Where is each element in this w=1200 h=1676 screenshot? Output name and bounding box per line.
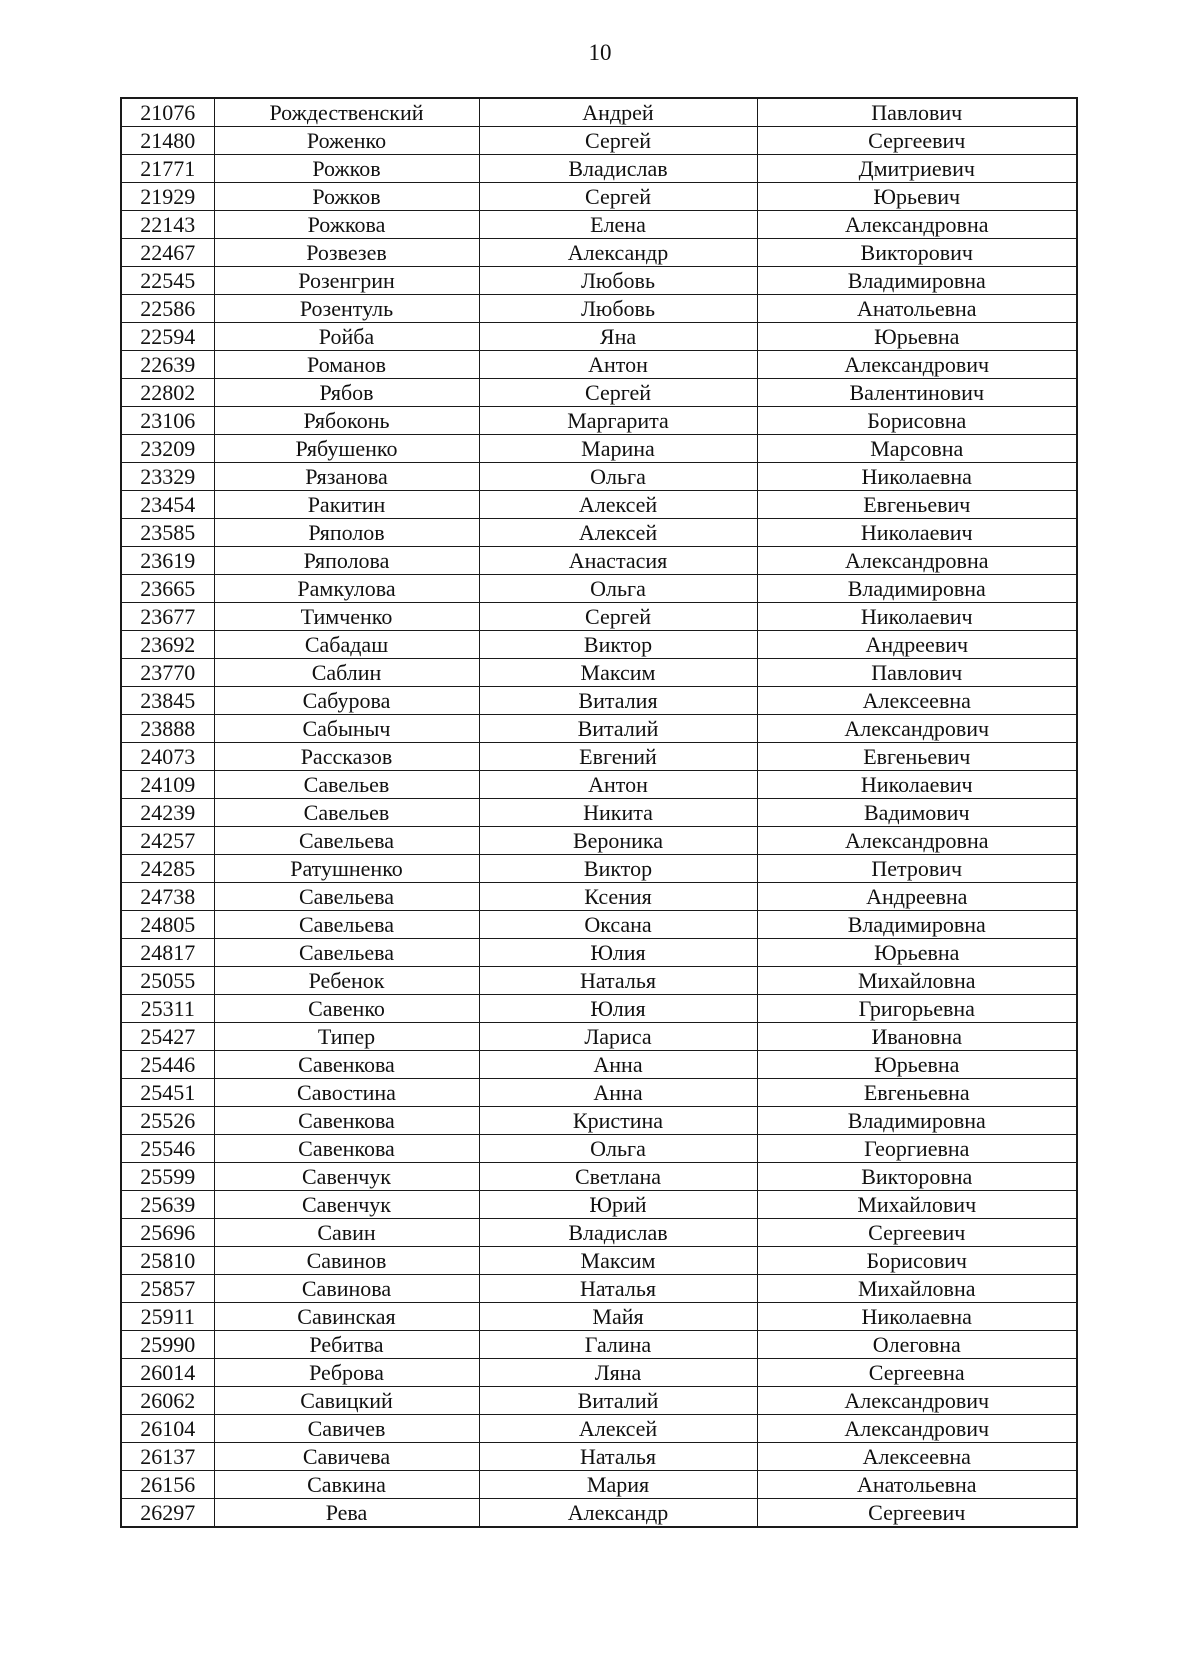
table-row (121, 995, 1077, 1023)
first-name-cell: Сергей (479, 379, 757, 407)
table-row (121, 1107, 1077, 1135)
last-name-cell: Розвезев (214, 239, 479, 267)
last-name-cell: Савенчук (214, 1191, 479, 1219)
patronymic-cell: Георгиевна (757, 1135, 1077, 1163)
table-row (121, 715, 1077, 743)
first-name-cell: Никита (479, 799, 757, 827)
last-name-cell: Саблин (214, 659, 479, 687)
first-name-cell: Юрий (479, 1191, 757, 1219)
id-cell: 25526 (121, 1107, 214, 1135)
id-cell: 23677 (121, 603, 214, 631)
id-cell: 22639 (121, 351, 214, 379)
id-cell: 24109 (121, 771, 214, 799)
id-cell: 22594 (121, 323, 214, 351)
table-row (121, 98, 1077, 127)
id-cell: 21771 (121, 155, 214, 183)
patronymic-cell: Александровна (757, 547, 1077, 575)
last-name-cell: Савин (214, 1219, 479, 1247)
first-name-cell: Ольга (479, 1135, 757, 1163)
patronymic-cell: Григорьевна (757, 995, 1077, 1023)
first-name-cell: Виктор (479, 855, 757, 883)
last-name-cell: Савенко (214, 995, 479, 1023)
id-cell: 22467 (121, 239, 214, 267)
table-row (121, 239, 1077, 267)
first-name-cell: Виталий (479, 1387, 757, 1415)
patronymic-cell: Владимировна (757, 911, 1077, 939)
first-name-cell: Евгений (479, 743, 757, 771)
id-cell: 23106 (121, 407, 214, 435)
last-name-cell: Рязанова (214, 463, 479, 491)
table-row (121, 435, 1077, 463)
table-row (121, 267, 1077, 295)
patronymic-cell: Евгеньевна (757, 1079, 1077, 1107)
id-cell: 25451 (121, 1079, 214, 1107)
last-name-cell: Ряполов (214, 519, 479, 547)
last-name-cell: Рябов (214, 379, 479, 407)
last-name-cell: Ряполова (214, 547, 479, 575)
last-name-cell: Типер (214, 1023, 479, 1051)
last-name-cell: Рожкова (214, 211, 479, 239)
first-name-cell: Любовь (479, 295, 757, 323)
last-name-cell: Савельев (214, 799, 479, 827)
patronymic-cell: Евгеньевич (757, 743, 1077, 771)
last-name-cell: Рожков (214, 183, 479, 211)
last-name-cell: Савенкова (214, 1051, 479, 1079)
last-name-cell: Савельев (214, 771, 479, 799)
patronymic-cell: Анатольевна (757, 295, 1077, 323)
last-name-cell: Рождественский (214, 98, 479, 127)
first-name-cell: Виталий (479, 715, 757, 743)
id-cell: 25427 (121, 1023, 214, 1051)
id-cell: 25055 (121, 967, 214, 995)
last-name-cell: Ратушненко (214, 855, 479, 883)
first-name-cell: Антон (479, 351, 757, 379)
first-name-cell: Наталья (479, 967, 757, 995)
last-name-cell: Рябушенко (214, 435, 479, 463)
first-name-cell: Андрей (479, 98, 757, 127)
patronymic-cell: Михайлович (757, 1191, 1077, 1219)
first-name-cell: Антон (479, 771, 757, 799)
id-cell: 24239 (121, 799, 214, 827)
last-name-cell: Савенкова (214, 1135, 479, 1163)
patronymic-cell: Сергеевич (757, 1499, 1077, 1528)
patronymic-cell: Викторовна (757, 1163, 1077, 1191)
id-cell: 26104 (121, 1415, 214, 1443)
first-name-cell: Ольга (479, 463, 757, 491)
table-body (121, 98, 1077, 1527)
id-cell: 22802 (121, 379, 214, 407)
table-row (121, 1415, 1077, 1443)
table-row (121, 631, 1077, 659)
patronymic-cell: Юрьевна (757, 323, 1077, 351)
patronymic-cell: Александрович (757, 1387, 1077, 1415)
patronymic-cell: Михайловна (757, 1275, 1077, 1303)
last-name-cell: Сабыныч (214, 715, 479, 743)
id-cell: 22586 (121, 295, 214, 323)
table-row (121, 155, 1077, 183)
table-row (121, 1079, 1077, 1107)
table-row (121, 1247, 1077, 1275)
first-name-cell: Ксения (479, 883, 757, 911)
first-name-cell: Алексей (479, 1415, 757, 1443)
first-name-cell: Наталья (479, 1275, 757, 1303)
patronymic-cell: Валентинович (757, 379, 1077, 407)
id-cell: 24817 (121, 939, 214, 967)
first-name-cell: Владислав (479, 1219, 757, 1247)
id-cell: 21076 (121, 98, 214, 127)
id-cell: 25546 (121, 1135, 214, 1163)
id-cell: 25990 (121, 1331, 214, 1359)
patronymic-cell: Александрович (757, 1415, 1077, 1443)
last-name-cell: Савичева (214, 1443, 479, 1471)
last-name-cell: Реброва (214, 1359, 479, 1387)
patronymic-cell: Владимировна (757, 575, 1077, 603)
id-cell: 24285 (121, 855, 214, 883)
table-row (121, 1135, 1077, 1163)
first-name-cell: Наталья (479, 1443, 757, 1471)
patronymic-cell: Павлович (757, 659, 1077, 687)
patronymic-cell: Алексеевна (757, 1443, 1077, 1471)
patronymic-cell: Анатольевна (757, 1471, 1077, 1499)
first-name-cell: Виктор (479, 631, 757, 659)
patronymic-cell: Владимировна (757, 267, 1077, 295)
first-name-cell: Кристина (479, 1107, 757, 1135)
last-name-cell: Савкина (214, 1471, 479, 1499)
table-row (121, 911, 1077, 939)
table-row (121, 659, 1077, 687)
patronymic-cell: Михайловна (757, 967, 1077, 995)
id-cell: 25857 (121, 1275, 214, 1303)
last-name-cell: Савельева (214, 827, 479, 855)
first-name-cell: Сергей (479, 127, 757, 155)
table-row (121, 379, 1077, 407)
patronymic-cell: Сергеевич (757, 127, 1077, 155)
first-name-cell: Елена (479, 211, 757, 239)
first-name-cell: Ольга (479, 575, 757, 603)
patronymic-cell: Николаевич (757, 603, 1077, 631)
id-cell: 23209 (121, 435, 214, 463)
table-row (121, 603, 1077, 631)
table-row (121, 547, 1077, 575)
table-row (121, 295, 1077, 323)
last-name-cell: Тимченко (214, 603, 479, 631)
patronymic-cell: Юрьевич (757, 183, 1077, 211)
patronymic-cell: Павлович (757, 98, 1077, 127)
last-name-cell: Савинова (214, 1275, 479, 1303)
id-cell: 23888 (121, 715, 214, 743)
id-cell: 26297 (121, 1499, 214, 1528)
names-table (120, 97, 1078, 1528)
id-cell: 23845 (121, 687, 214, 715)
patronymic-cell: Евгеньевич (757, 491, 1077, 519)
table-row (121, 211, 1077, 239)
patronymic-cell: Юрьевна (757, 939, 1077, 967)
id-cell: 26137 (121, 1443, 214, 1471)
last-name-cell: Романов (214, 351, 479, 379)
first-name-cell: Алексей (479, 519, 757, 547)
id-cell: 21929 (121, 183, 214, 211)
table-row (121, 351, 1077, 379)
last-name-cell: Савицкий (214, 1387, 479, 1415)
id-cell: 23585 (121, 519, 214, 547)
table-row (121, 1051, 1077, 1079)
first-name-cell: Майя (479, 1303, 757, 1331)
patronymic-cell: Александрович (757, 715, 1077, 743)
id-cell: 23619 (121, 547, 214, 575)
first-name-cell: Анна (479, 1079, 757, 1107)
first-name-cell: Алексей (479, 491, 757, 519)
id-cell: 23329 (121, 463, 214, 491)
patronymic-cell: Сергеевич (757, 1219, 1077, 1247)
id-cell: 25639 (121, 1191, 214, 1219)
last-name-cell: Сабурова (214, 687, 479, 715)
first-name-cell: Сергей (479, 183, 757, 211)
first-name-cell: Владислав (479, 155, 757, 183)
patronymic-cell: Юрьевна (757, 1051, 1077, 1079)
last-name-cell: Ребитва (214, 1331, 479, 1359)
table-row (121, 575, 1077, 603)
first-name-cell: Юлия (479, 939, 757, 967)
id-cell: 25311 (121, 995, 214, 1023)
patronymic-cell: Владимировна (757, 1107, 1077, 1135)
table-row (121, 1471, 1077, 1499)
table-row (121, 1275, 1077, 1303)
table-row (121, 1219, 1077, 1247)
id-cell: 23454 (121, 491, 214, 519)
last-name-cell: Рассказов (214, 743, 479, 771)
id-cell: 25810 (121, 1247, 214, 1275)
table-row (121, 407, 1077, 435)
table-row (121, 1443, 1077, 1471)
last-name-cell: Савинская (214, 1303, 479, 1331)
id-cell: 26062 (121, 1387, 214, 1415)
id-cell: 24257 (121, 827, 214, 855)
patronymic-cell: Борисовна (757, 407, 1077, 435)
first-name-cell: Александр (479, 239, 757, 267)
id-cell: 25599 (121, 1163, 214, 1191)
id-cell: 22143 (121, 211, 214, 239)
table-row (121, 967, 1077, 995)
last-name-cell: Розенгрин (214, 267, 479, 295)
table-row (121, 491, 1077, 519)
first-name-cell: Галина (479, 1331, 757, 1359)
first-name-cell: Любовь (479, 267, 757, 295)
patronymic-cell: Николаевна (757, 1303, 1077, 1331)
patronymic-cell: Николаевич (757, 519, 1077, 547)
id-cell: 25446 (121, 1051, 214, 1079)
first-name-cell: Оксана (479, 911, 757, 939)
page-number: 10 (588, 40, 612, 65)
patronymic-cell: Андреевич (757, 631, 1077, 659)
first-name-cell: Ляна (479, 1359, 757, 1387)
first-name-cell: Лариса (479, 1023, 757, 1051)
first-name-cell: Максим (479, 1247, 757, 1275)
last-name-cell: Розентуль (214, 295, 479, 323)
last-name-cell: Рамкулова (214, 575, 479, 603)
first-name-cell: Светлана (479, 1163, 757, 1191)
first-name-cell: Маргарита (479, 407, 757, 435)
table-row (121, 1387, 1077, 1415)
last-name-cell: Сабадаш (214, 631, 479, 659)
table-row (121, 855, 1077, 883)
id-cell: 26014 (121, 1359, 214, 1387)
id-cell: 24738 (121, 883, 214, 911)
table-row (121, 1331, 1077, 1359)
first-name-cell: Марина (479, 435, 757, 463)
patronymic-cell: Александровна (757, 827, 1077, 855)
patronymic-cell: Марсовна (757, 435, 1077, 463)
patronymic-cell: Алексеевна (757, 687, 1077, 715)
patronymic-cell: Сергеевна (757, 1359, 1077, 1387)
last-name-cell: Савенчук (214, 1163, 479, 1191)
id-cell: 24073 (121, 743, 214, 771)
table-row (121, 1191, 1077, 1219)
first-name-cell: Анна (479, 1051, 757, 1079)
last-name-cell: Рябоконь (214, 407, 479, 435)
patronymic-cell: Вадимович (757, 799, 1077, 827)
table-row (121, 183, 1077, 211)
first-name-cell: Виталия (479, 687, 757, 715)
table-row (121, 827, 1077, 855)
table-row (121, 463, 1077, 491)
first-name-cell: Сергей (479, 603, 757, 631)
last-name-cell: Савельева (214, 883, 479, 911)
last-name-cell: Савельева (214, 939, 479, 967)
patronymic-cell: Борисович (757, 1247, 1077, 1275)
patronymic-cell: Ивановна (757, 1023, 1077, 1051)
id-cell: 21480 (121, 127, 214, 155)
table-row (121, 743, 1077, 771)
table-row (121, 127, 1077, 155)
last-name-cell: Ракитин (214, 491, 479, 519)
table-row (121, 799, 1077, 827)
first-name-cell: Александр (479, 1499, 757, 1528)
table-row (121, 1163, 1077, 1191)
last-name-cell: Рева (214, 1499, 479, 1528)
first-name-cell: Вероника (479, 827, 757, 855)
first-name-cell: Яна (479, 323, 757, 351)
patronymic-cell: Николаевна (757, 463, 1077, 491)
patronymic-cell: Николаевич (757, 771, 1077, 799)
id-cell: 23692 (121, 631, 214, 659)
last-name-cell: Ройба (214, 323, 479, 351)
last-name-cell: Рожков (214, 155, 479, 183)
table-row (121, 883, 1077, 911)
table-row (121, 939, 1077, 967)
last-name-cell: Савостина (214, 1079, 479, 1107)
patronymic-cell: Александровна (757, 211, 1077, 239)
id-cell: 24805 (121, 911, 214, 939)
first-name-cell: Максим (479, 659, 757, 687)
id-cell: 26156 (121, 1471, 214, 1499)
table-row (121, 1303, 1077, 1331)
table-row (121, 687, 1077, 715)
table-row (121, 1499, 1077, 1528)
table-row (121, 1023, 1077, 1051)
id-cell: 25911 (121, 1303, 214, 1331)
last-name-cell: Роженко (214, 127, 479, 155)
first-name-cell: Мария (479, 1471, 757, 1499)
patronymic-cell: Андреевна (757, 883, 1077, 911)
last-name-cell: Савельева (214, 911, 479, 939)
last-name-cell: Ребенок (214, 967, 479, 995)
id-cell: 23770 (121, 659, 214, 687)
last-name-cell: Савенкова (214, 1107, 479, 1135)
patronymic-cell: Александрович (757, 351, 1077, 379)
table-row (121, 771, 1077, 799)
id-cell: 25696 (121, 1219, 214, 1247)
table-row (121, 519, 1077, 547)
table-row (121, 323, 1077, 351)
id-cell: 22545 (121, 267, 214, 295)
id-cell: 23665 (121, 575, 214, 603)
patronymic-cell: Викторович (757, 239, 1077, 267)
first-name-cell: Анастасия (479, 547, 757, 575)
last-name-cell: Савинов (214, 1247, 479, 1275)
first-name-cell: Юлия (479, 995, 757, 1023)
patronymic-cell: Дмитриевич (757, 155, 1077, 183)
patronymic-cell: Петрович (757, 855, 1077, 883)
patronymic-cell: Олеговна (757, 1331, 1077, 1359)
table-row (121, 1359, 1077, 1387)
last-name-cell: Савичев (214, 1415, 479, 1443)
